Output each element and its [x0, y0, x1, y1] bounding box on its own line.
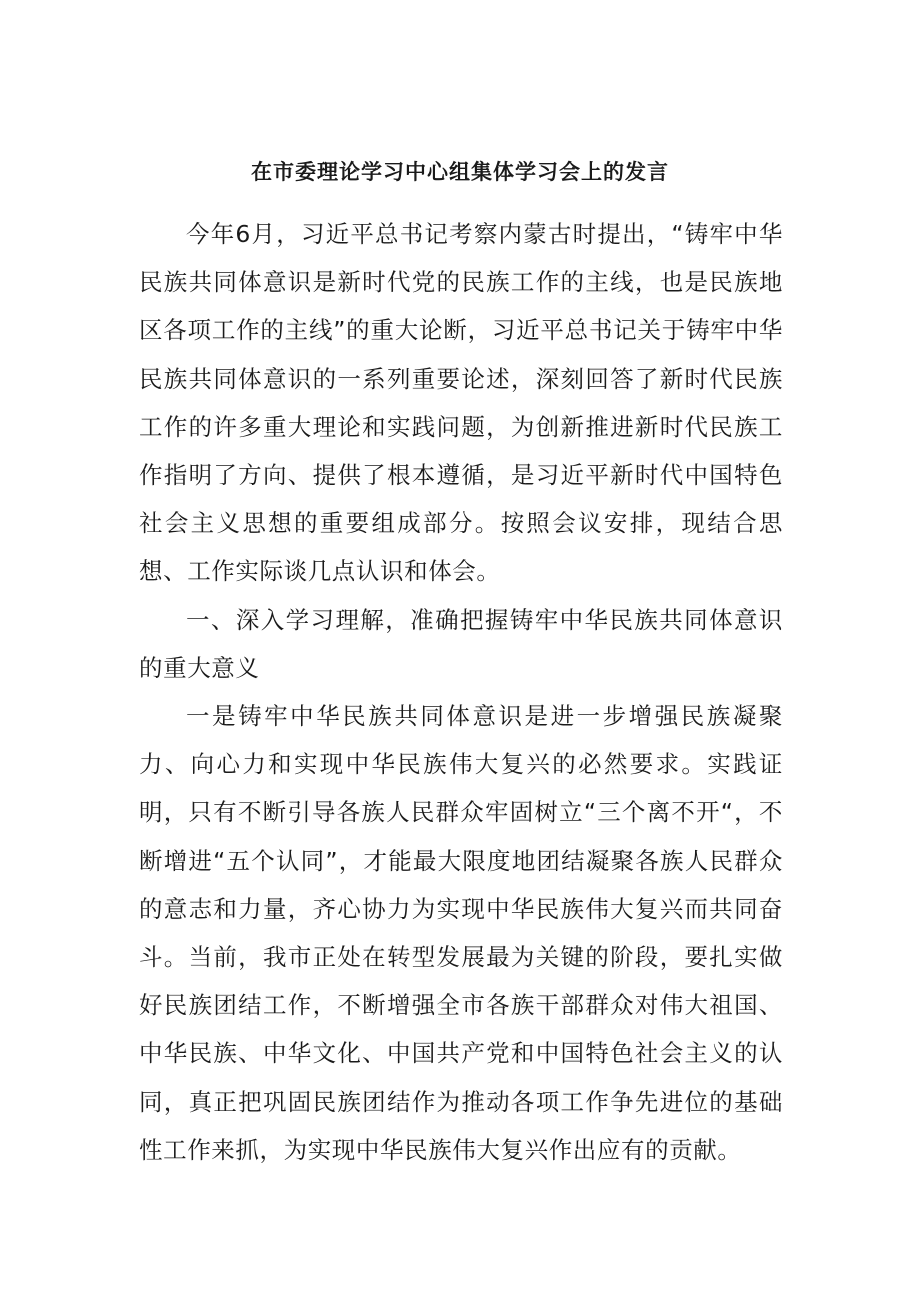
paragraph-point-one: 一是铸牢中华民族共同体意识是进一步增强民族凝聚力、向心力和实现中华民族伟大复兴的必然要求。实践证明，只有不断引导各族人民群众牢固树立“三个离不开“，不断增进“五个认同”，才能最大限度地团结凝聚各族人民群众的意志和力量，齐心协力为实现中华民族伟大复兴而共同奋斗。当前，我市正处在转型发展最为关键的阶段，要扎实做好民族团结工作，不断增强全市各族干部群众对伟大祖国、中华民族、中华文化、中国共产党和中国特色社会主义的认同，真正把巩固民族团结作为推动各项工作争先进位的基础性工作来抓，为实现中华民族伟大复兴作出应有的贡献。	[139, 702, 783, 1164]
document-title: 在市委理论学习中心组集体学习会上的发言	[251, 160, 669, 184]
document-body	[139, 210, 783, 1174]
paragraph-intro: 今年6月，习近平总书记考察内蒙古时提出，“铸牢中华民族共同体意识是新时代党的民族工作的主线，也是民族地区各项工作的主线”的重大论断，习近平总书记关于铸牢中华民族共同体意识的一系列重要论述，深刻回答了新时代民族工作的许多重大理论和实践问题，为创新推进新时代民族工作指明了方向、提供了根本遵循，是习近平新时代中国特色社会主义思想的重要组成部分。按照会议安排，现结合思想、工作实际谈几点认识和体会。	[139, 220, 783, 586]
paragraph-section-heading: 一、深入学习理解，准确把握铸牢中华民族共同体意识的重大意义	[139, 605, 783, 682]
